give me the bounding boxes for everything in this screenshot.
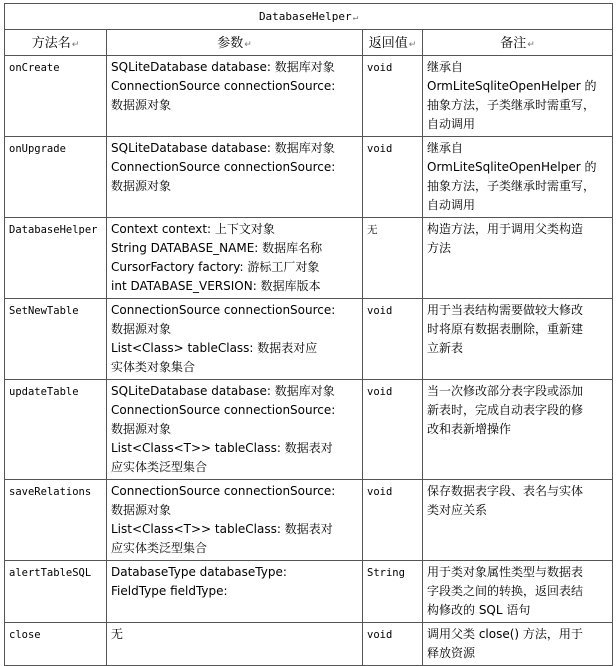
- note-cell: [423, 561, 613, 623]
- method-name-cell: [5, 480, 107, 561]
- return-cell: [363, 218, 423, 299]
- note-line: 类对应关系: [427, 503, 488, 517]
- param-line: FieldType fieldType:: [111, 584, 228, 598]
- note-line: 保存数据表字段、表名与实体: [427, 484, 584, 498]
- params-cell: [107, 480, 363, 561]
- header-method-label: 方法名: [31, 36, 71, 51]
- method-name-cell: [5, 56, 107, 137]
- return-type: 无: [367, 224, 378, 236]
- table-row: [5, 380, 613, 480]
- param-line: List<Class> tableClass: 数据表对应: [111, 341, 318, 355]
- note-cell: [423, 299, 613, 380]
- method-name: onUpgrade: [9, 143, 66, 155]
- note-line: 抽象方法，子类继承时需重写，: [427, 179, 596, 193]
- params-cell: [107, 56, 363, 137]
- table-row: [5, 137, 613, 218]
- return-type: void: [367, 386, 393, 398]
- param-line: List<Class<T>> tableClass: 数据表对: [111, 441, 333, 455]
- header-return-label: 返回值: [368, 36, 408, 51]
- note-cell: [423, 218, 613, 299]
- param-line: SQLiteDatabase database: 数据库对象: [111, 141, 335, 155]
- param-line: 数据源对象: [111, 422, 172, 436]
- method-name: alertTableSQL: [9, 567, 92, 579]
- method-name-cell: [5, 623, 107, 666]
- return-cell: [363, 137, 423, 218]
- param-line: ConnectionSource connectionSource:: [111, 160, 336, 174]
- note-line: 用于类对象属性类型与数据表: [427, 565, 584, 579]
- table-row: [5, 561, 613, 623]
- param-line: Context context: 上下文对象: [111, 222, 275, 236]
- note-line: 构造方法，用于调用父类构造: [427, 222, 584, 236]
- param-line: List<Class<T>> tableClass: 数据表对: [111, 522, 333, 536]
- note-cell: [423, 56, 613, 137]
- param-line: DatabaseType databaseType:: [111, 565, 287, 579]
- header-params-label: 参数: [217, 36, 244, 51]
- param-line: ConnectionSource connectionSource:: [111, 79, 336, 93]
- caption-row: [5, 4, 613, 30]
- table-row: [5, 56, 613, 137]
- method-name-cell: [5, 380, 107, 480]
- method-name-cell: [5, 218, 107, 299]
- return-cell: [363, 480, 423, 561]
- return-cell: [363, 623, 423, 666]
- return-cell: [363, 299, 423, 380]
- table-row: [5, 623, 613, 666]
- note-line: 继承自: [427, 141, 464, 155]
- note-line: 新表时，完成自动表字段的修: [427, 403, 584, 417]
- param-line: SQLiteDatabase database: 数据库对象: [111, 60, 335, 74]
- return-type: void: [367, 62, 393, 74]
- header-params: 参数↵: [107, 30, 363, 56]
- param-line: 数据源对象: [111, 179, 172, 193]
- note-line: 自动调用: [427, 198, 476, 212]
- note-cell: [423, 623, 613, 666]
- note-line: 时将原有数据表删除，重新建: [427, 322, 584, 336]
- method-name-cell: [5, 561, 107, 623]
- header-return: 返回值↵: [363, 30, 423, 56]
- param-line: 应实体类泛型集合: [111, 460, 208, 474]
- note-line: 当一次修改部分表字段或添加: [427, 384, 584, 398]
- return-type: void: [367, 143, 393, 155]
- method-name: saveRelations: [9, 486, 92, 498]
- param-line: SQLiteDatabase database: 数据库对象: [111, 384, 335, 398]
- note-line: 改和表新增操作: [427, 422, 512, 436]
- database-helper-table: [4, 3, 613, 666]
- return-type: void: [367, 486, 393, 498]
- header-note-label: 备注: [500, 36, 527, 51]
- note-line: 抽象方法，子类继承时需重写，: [427, 98, 596, 112]
- method-name: DatabaseHelper: [9, 224, 98, 236]
- note-line: 自动调用: [427, 117, 476, 131]
- note-line: OrmLiteSqliteOpenHelper 的: [427, 79, 597, 93]
- note-line: 构修改的 SQL 语句: [427, 603, 531, 617]
- note-cell: [423, 480, 613, 561]
- return-cell: [363, 380, 423, 480]
- param-line: 数据源对象: [111, 322, 172, 336]
- method-name: onCreate: [9, 62, 60, 74]
- table-row: [5, 218, 613, 299]
- param-line: int DATABASE_VERSION: 数据库版本: [111, 279, 321, 293]
- table-row: [5, 480, 613, 561]
- params-cell: [107, 623, 363, 666]
- param-line: ConnectionSource connectionSource:: [111, 484, 336, 498]
- note-line: 调用父类 close() 方法，用于: [427, 627, 583, 641]
- params-cell: [107, 137, 363, 218]
- note-cell: [423, 380, 613, 480]
- method-name: updateTable: [9, 386, 79, 398]
- header-method: 方法名↵: [5, 30, 107, 56]
- params-cell: [107, 561, 363, 623]
- param-line: ConnectionSource connectionSource:: [111, 303, 336, 317]
- return-type: void: [367, 629, 393, 641]
- return-cell: [363, 561, 423, 623]
- method-name: SetNewTable: [9, 305, 79, 317]
- table-body: [5, 56, 613, 666]
- table-row: [5, 299, 613, 380]
- param-line: 数据源对象: [111, 98, 172, 112]
- header-row: [5, 30, 613, 56]
- method-name-cell: [5, 137, 107, 218]
- param-line: 应实体类泛型集合: [111, 541, 208, 555]
- param-line: 实体类对象集合: [111, 360, 196, 374]
- method-name-cell: [5, 299, 107, 380]
- note-line: 字段类之间的转换，返回表结: [427, 584, 584, 598]
- param-line: String DATABASE_NAME: 数据库名称: [111, 241, 323, 255]
- params-cell: [107, 299, 363, 380]
- note-line: 立新表: [427, 341, 464, 355]
- note-line: 方法: [427, 241, 452, 255]
- param-line: 数据源对象: [111, 503, 172, 517]
- note-line: 用于当表结构需要做较大修改: [427, 303, 584, 317]
- note-cell: [423, 137, 613, 218]
- method-name: close: [9, 629, 41, 641]
- param-line: 无: [111, 627, 124, 641]
- return-type: String: [367, 567, 405, 579]
- params-cell: [107, 218, 363, 299]
- params-cell: [107, 380, 363, 480]
- note-line: 继承自: [427, 60, 464, 74]
- table-caption-text: DatabaseHelper: [258, 10, 352, 23]
- table-caption: DatabaseHelper↵: [5, 4, 613, 30]
- param-line: ConnectionSource connectionSource:: [111, 403, 336, 417]
- note-line: OrmLiteSqliteOpenHelper 的: [427, 160, 597, 174]
- header-note: 备注↵: [423, 30, 613, 56]
- return-cell: [363, 56, 423, 137]
- note-line: 释放资源: [427, 646, 476, 660]
- param-line: CursorFactory factory: 游标工厂对象: [111, 260, 320, 274]
- return-type: void: [367, 305, 393, 317]
